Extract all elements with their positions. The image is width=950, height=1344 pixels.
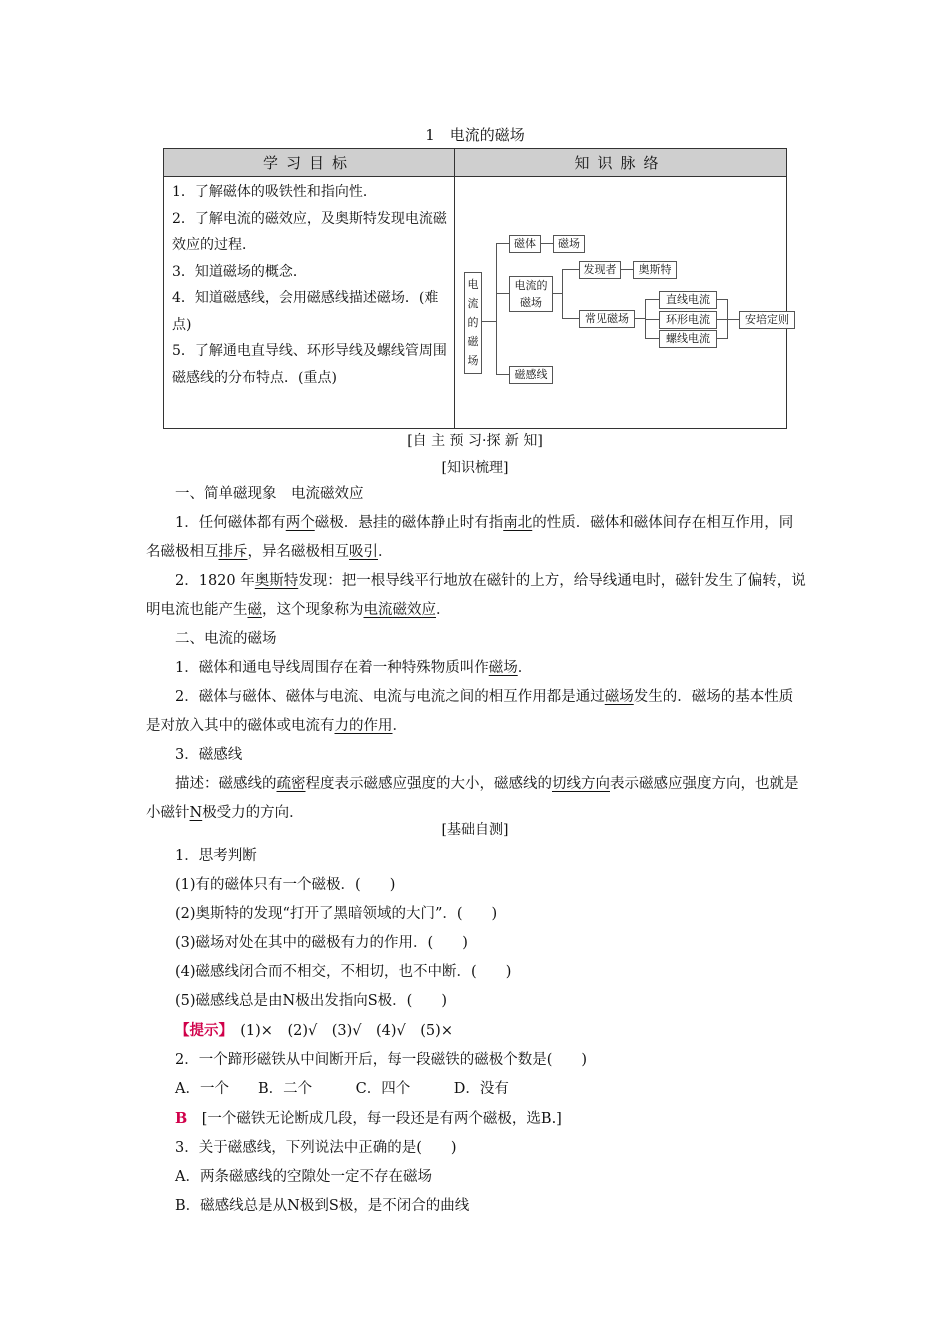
heading-2: 二、电流的磁场 [175, 631, 277, 647]
lesson-title: 1 电流的磁场 [425, 126, 525, 144]
paragraph-1: 1．任何磁体都有两个磁极．悬挂的磁体静止时有指南北的性质．磁体和磁体间存在相互作用，同名磁极相互排斥，异名磁极相互吸引． [146, 515, 794, 560]
header-learning-goals: 学习目标 [164, 149, 455, 177]
question-1: 1．思考判断 [175, 848, 257, 864]
paragraph-5: 3．磁感线 [175, 747, 243, 763]
question-2-answer: B [一个磁铁无论断成几段，每一段还是有两个磁极，选B.] [175, 1110, 562, 1127]
map-node-common-fields: 常见磁场 [579, 310, 635, 328]
paragraph-2: 2．1820 年奥斯特发现：把一根导线平行地放在磁针的上方，给导线通电时，磁针发生了偏转，说明电流也能产生磁，这个现象称为电流磁效应． [146, 573, 806, 618]
map-node-ring-current: 环形电流 [659, 311, 717, 329]
question-2-options: A．一个 B．二个 C．四个 D．没有 [175, 1081, 509, 1097]
judgement-item: (2)奥斯特的发现“打开了黑暗领域的大门”．( ) [175, 906, 498, 922]
map-node-magnetic-field: 磁场 [553, 235, 585, 253]
knowledge-content [146, 480, 806, 828]
learning-goals-cell [164, 177, 455, 429]
judgement-item: (4)磁感线闭合而不相交，不相切，也不中断．( ) [175, 964, 512, 980]
question-2: 2．一个蹄形磁铁从中间断开后，每一段磁铁的磁极个数是( ) [175, 1052, 588, 1068]
map-node-field-lines: 磁感线 [509, 366, 553, 384]
judgement-item: (5)磁感线总是由N极出发指向S极．( ) [175, 993, 447, 1009]
goal-item: 2．了解电流的磁效应，及奥斯特发现电流磁效应的过程． [172, 210, 447, 253]
goal-item: 1．了解磁体的吸铁性和指向性． [172, 184, 377, 200]
hint-line: 【提示】 (1)× (2)√ (3)√ (4)√ (5)× [175, 1022, 453, 1039]
subsection-self-test: [基础自测] [441, 822, 509, 838]
question-3-option-a: A．两条磁感线的空隙处一定不存在磁场 [175, 1169, 432, 1185]
map-node-oersted: 奥斯特 [633, 261, 677, 279]
goal-item: 4．知道磁感线，会用磁感线描述磁场．(难点) [172, 290, 439, 333]
map-node-magnet: 磁体 [509, 235, 541, 253]
goal-item: 5．了解通电直导线、环形导线及螺线管周围磁感线的分布特点．(重点) [172, 343, 447, 386]
map-node-ampere-rule: 安培定则 [739, 311, 795, 329]
header-knowledge-map: 知识脉络 [455, 149, 787, 177]
map-node-current-field-label: 电流的磁场 [514, 279, 548, 309]
subsection-knowledge: [知识梳理] [441, 460, 509, 476]
goal-item: 3．知道磁场的概念． [172, 263, 307, 280]
map-node-solenoid-current: 螺线电流 [659, 330, 717, 348]
map-node-discoverer: 发现者 [579, 261, 621, 279]
question-3-option-b: B．磁感线总是从N极到S极，是不闭合的曲线 [175, 1198, 470, 1214]
map-root-node: 电流的磁场 [464, 272, 482, 374]
answer-letter: B [175, 1110, 188, 1127]
section-banner: [自 主 预 习·探 新 知] [407, 433, 543, 449]
heading-1: 一、简单磁现象 电流磁效应 [175, 486, 364, 502]
self-test-content [146, 842, 806, 1221]
paragraph-3: 1．磁体和通电导线周围存在着一种特殊物质叫作磁场． [175, 660, 533, 676]
map-node-straight-current: 直线电流 [659, 291, 717, 309]
hint-label: 【提示】 [175, 1022, 226, 1039]
judgement-item: (3)磁场对处在其中的磁极有力的作用．( ) [175, 935, 468, 951]
paragraph-6: 描述：磁感线的疏密程度表示磁感应强度的大小，磁感线的切线方向表示磁感应强度方向，也就是小磁针N极受力的方向． [146, 776, 799, 821]
knowledge-map-cell [455, 177, 787, 429]
paragraph-4: 2．磁体与磁体、磁体与电流、电流与电流之间的相互作用都是通过磁场发生的．磁场的基本性质是对放入其中的磁体或电流有力的作用． [146, 689, 794, 734]
objectives-table [163, 148, 787, 429]
judgement-item: (1)有的磁体只有一个磁极．( ) [175, 877, 396, 893]
map-node-current-field [509, 276, 553, 312]
question-3: 3．关于磁感线，下列说法中正确的是( ) [175, 1140, 457, 1156]
